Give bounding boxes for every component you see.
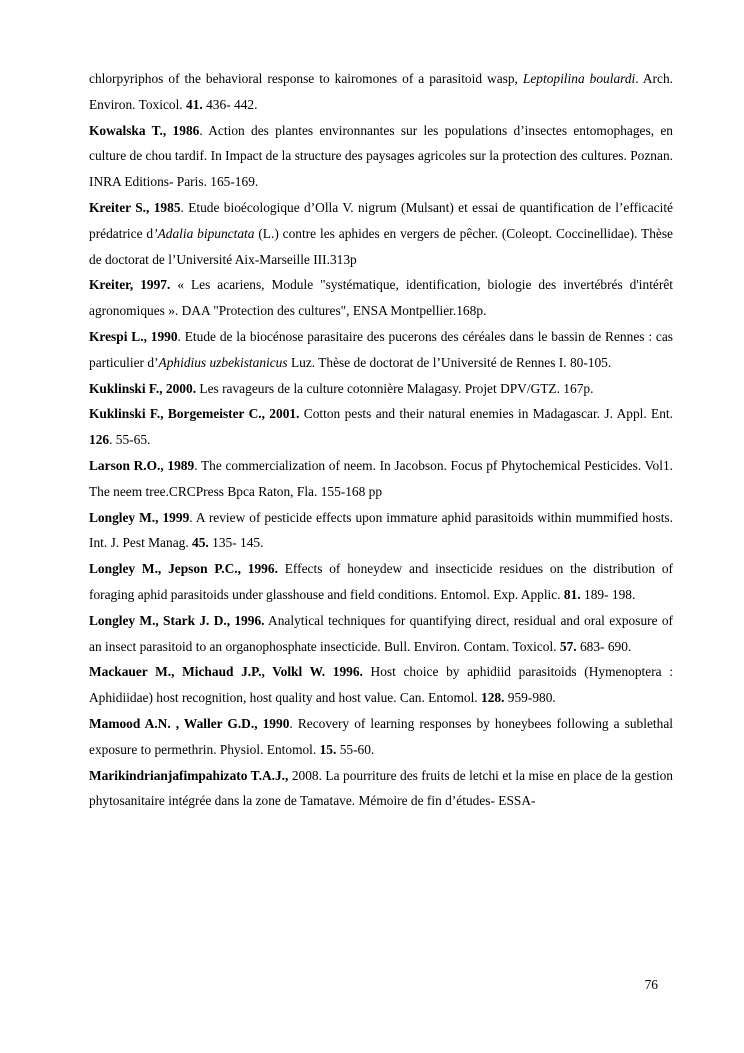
reference-text: . Action des plantes environnantes sur les populations d’insectes entomophages, en culture de chou tardif. In Impact de la structure des paysages agricoles sur la protection des cultures. Poznan. INRA Editions- Paris. 165-169. bbox=[89, 122, 673, 190]
page-number: 76 bbox=[644, 977, 658, 992]
reference-text: chlorpyriphos of the behavioral response to kairomones of a parasitoid wasp, bbox=[89, 71, 523, 86]
reference-list bbox=[89, 66, 673, 814]
reference-bold-text: 57. bbox=[559, 638, 577, 654]
reference-bold-text: 128. bbox=[481, 690, 505, 706]
reference-text: « Les acariens, Module "systématique, identification, biologie des invertébrés d'intérêt agronomiques ». DAA "Protection des cultures", ENSA Montpellier.168p. bbox=[89, 277, 673, 319]
reference-bold-text: 15. bbox=[319, 741, 337, 757]
reference-text: 959-980. bbox=[504, 690, 556, 706]
reference-entry bbox=[89, 763, 673, 815]
reference-text: Analytical techniques for quantifying direct, residual and oral exposure of an insect parasitoid to an organophosphate insecticide. Bull. Environ. Contam. Toxicol. bbox=[89, 612, 673, 654]
reference-bold-text: 126 bbox=[89, 432, 110, 448]
reference-text: 189- 198. bbox=[580, 586, 636, 602]
reference-bold-text: Longley M., 1999 bbox=[89, 509, 190, 525]
reference-entry bbox=[89, 324, 673, 376]
reference-italic-text: Leptopilina boulardi bbox=[522, 71, 636, 86]
reference-entry bbox=[89, 195, 673, 272]
reference-entry bbox=[89, 66, 673, 118]
reference-text: . 55-65. bbox=[109, 432, 151, 448]
reference-bold-text: 45. bbox=[192, 535, 209, 551]
reference-text: . A review of pesticide effects upon immature aphid parasitoids within mummified hosts. Int. J. Pest Manag. bbox=[89, 509, 673, 551]
reference-bold-text: Kuklinski F., Borgemeister C., 2001. bbox=[89, 406, 300, 422]
reference-entry bbox=[89, 659, 673, 711]
reference-bold-text: 41. bbox=[186, 96, 203, 112]
reference-text: (L.) contre les aphides en vergers de pêcher. (Coleopt. Coccinellidae). Thèse de doctorat de l’Université Aix-Marseille III.313p bbox=[89, 225, 673, 267]
reference-bold-text: Kreiter S., 1985 bbox=[89, 199, 181, 215]
reference-text: 683- 690. bbox=[576, 638, 632, 654]
reference-text: Luz. Thèse de doctorat de l’Université de Rennes I. 80-105. bbox=[287, 354, 612, 370]
reference-text: . The commercialization of neem. In Jacobson. Focus pf Phytochemical Pesticides. Vol1. The neem tree.CRCPress Bpca Raton, Fla. 155-168 pp bbox=[89, 457, 673, 499]
reference-italic-text: ’Adalia bipunctata bbox=[153, 225, 255, 241]
reference-entry bbox=[89, 376, 673, 402]
reference-italic-text: Aphidius uzbekistanicus bbox=[158, 354, 288, 370]
reference-text: . Etude bioécologique d’Olla V. nigrum (Mulsant) et essai de quantification de l’efficacité prédatrice d bbox=[89, 199, 673, 241]
reference-entry bbox=[89, 608, 673, 660]
reference-text: 135- 145. bbox=[208, 535, 264, 551]
reference-bold-text: Kreiter, 1997. bbox=[89, 277, 171, 293]
reference-bold-text: Longley M., Stark J. D., 1996. bbox=[89, 612, 265, 628]
reference-bold-text: Mackauer M., Michaud J.P., Volkl W. 1996. bbox=[89, 664, 363, 680]
reference-bold-text: Kowalska T., 1986 bbox=[89, 122, 200, 138]
reference-text: 436- 442. bbox=[202, 96, 258, 112]
reference-bold-text: Larson R.O., 1989 bbox=[89, 457, 195, 473]
reference-text: 55-60. bbox=[336, 741, 375, 757]
reference-entry bbox=[89, 711, 673, 763]
reference-text: Cotton pests and their natural enemies in Madagascar. J. Appl. Ent. bbox=[299, 406, 673, 422]
reference-bold-text: Mamood A.N. , Waller G.D., 1990 bbox=[89, 715, 290, 731]
reference-text: Effects of honeydew and insecticide residues on the distribution of foraging aphid parasitoids under glasshouse and field conditions. Entomol. Exp. Applic. bbox=[89, 561, 673, 602]
reference-text: . Recovery of learning responses by honeybees following a sublethal exposure to permethrin. Physiol. Entomol. bbox=[89, 715, 673, 757]
reference-text: . Etude de la biocénose parasitaire des pucerons des céréales dans le bassin de Rennes : cas particulier d’ bbox=[89, 328, 673, 370]
reference-bold-text: Krespi L., 1990 bbox=[89, 328, 178, 344]
reference-bold-text: Longley M., Jepson P.C., 1996. bbox=[89, 561, 278, 577]
reference-text: Host choice by aphidiid parasitoids (Hymenoptera : Aphidiidae) host recognition, host quality and host value. Can. Entomol. bbox=[89, 664, 673, 706]
reference-entry bbox=[89, 401, 673, 453]
reference-bold-text: Marikindrianjafimpahizato T.A.J., bbox=[89, 767, 289, 783]
reference-entry bbox=[89, 118, 673, 195]
reference-bold-text: Kuklinski F., 2000. bbox=[89, 380, 197, 396]
reference-bold-text: 81. bbox=[563, 586, 581, 602]
reference-entry bbox=[89, 505, 673, 557]
reference-text: . Arch. Environ. Toxicol. bbox=[89, 71, 674, 112]
reference-entry bbox=[89, 272, 673, 324]
reference-text: Les ravageurs de la culture cotonnière Malagasy. Projet DPV/GTZ. 167p. bbox=[196, 380, 594, 396]
reference-entry bbox=[89, 453, 673, 505]
reference-entry bbox=[89, 556, 673, 608]
reference-text: 2008. La pourriture des fruits de letchi et la mise en place de la gestion phytosanitaire intégrée dans la zone de Tamatave. Mémoire de fin d’études- ESSA- bbox=[89, 767, 673, 809]
